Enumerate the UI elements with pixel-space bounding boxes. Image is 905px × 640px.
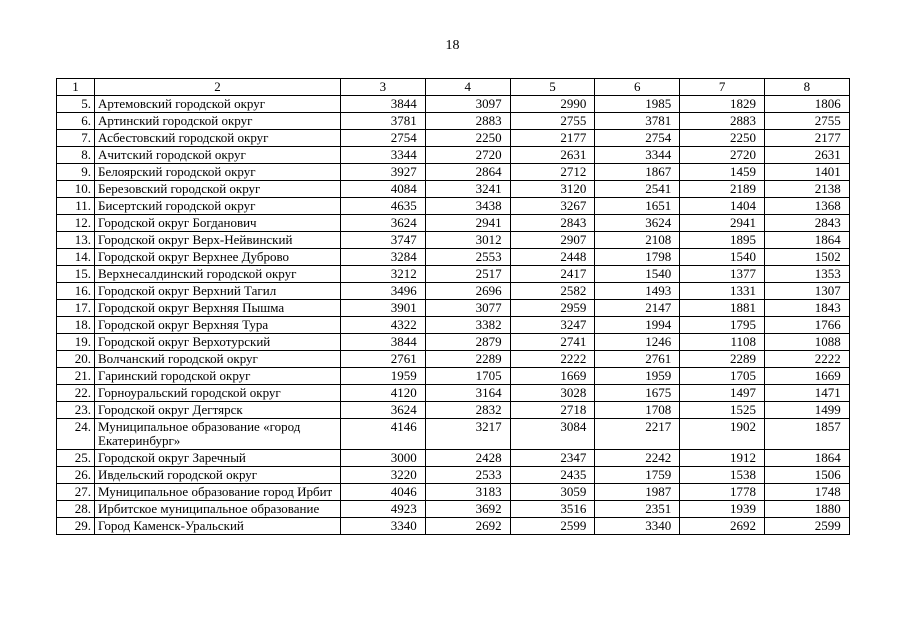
municipality-name: Ивдельский городской округ	[95, 467, 341, 484]
value-cell: 1307	[764, 283, 849, 300]
municipality-name: Городской округ Верхняя Тура	[95, 317, 341, 334]
value-cell: 2755	[510, 113, 595, 130]
value-cell: 2599	[510, 518, 595, 535]
value-cell: 1806	[764, 96, 849, 113]
value-cell: 2242	[595, 450, 680, 467]
value-cell: 1959	[595, 368, 680, 385]
value-cell: 2696	[425, 283, 510, 300]
value-cell: 4146	[341, 419, 426, 450]
value-cell: 3241	[425, 181, 510, 198]
column-header: 1	[57, 79, 95, 96]
table-row	[57, 402, 850, 419]
value-cell: 3781	[341, 113, 426, 130]
value-cell: 2250	[680, 130, 765, 147]
value-cell: 2417	[510, 266, 595, 283]
value-cell: 3340	[595, 518, 680, 535]
value-cell: 1401	[764, 164, 849, 181]
value-cell: 2959	[510, 300, 595, 317]
value-cell: 1798	[595, 249, 680, 266]
value-cell: 1246	[595, 334, 680, 351]
row-number: 23.	[57, 402, 95, 419]
column-header: 3	[341, 79, 426, 96]
value-cell: 1493	[595, 283, 680, 300]
value-cell: 2553	[425, 249, 510, 266]
table-row	[57, 368, 850, 385]
table-row	[57, 249, 850, 266]
value-cell: 1795	[680, 317, 765, 334]
value-cell: 3496	[341, 283, 426, 300]
value-cell: 1778	[680, 484, 765, 501]
row-number: 15.	[57, 266, 95, 283]
value-cell: 1939	[680, 501, 765, 518]
municipality-name: Городской округ Верхняя Пышма	[95, 300, 341, 317]
value-cell: 1377	[680, 266, 765, 283]
value-cell: 1538	[680, 467, 765, 484]
value-cell: 2754	[341, 130, 426, 147]
row-number: 22.	[57, 385, 95, 402]
value-cell: 3844	[341, 334, 426, 351]
table-row	[57, 467, 850, 484]
value-cell: 1959	[341, 368, 426, 385]
value-cell: 2351	[595, 501, 680, 518]
value-cell: 2720	[680, 147, 765, 164]
table-row	[57, 351, 850, 368]
row-number: 6.	[57, 113, 95, 130]
value-cell: 4120	[341, 385, 426, 402]
value-cell: 3000	[341, 450, 426, 467]
municipality-name: Волчанский городской округ	[95, 351, 341, 368]
value-cell: 3747	[341, 232, 426, 249]
value-cell: 1829	[680, 96, 765, 113]
value-cell: 2832	[425, 402, 510, 419]
value-cell: 1994	[595, 317, 680, 334]
value-cell: 2448	[510, 249, 595, 266]
row-number: 25.	[57, 450, 95, 467]
value-cell: 2177	[764, 130, 849, 147]
table-row	[57, 385, 850, 402]
value-cell: 3077	[425, 300, 510, 317]
value-cell: 2631	[510, 147, 595, 164]
value-cell: 2108	[595, 232, 680, 249]
row-number: 28.	[57, 501, 95, 518]
table-row	[57, 215, 850, 232]
value-cell: 3217	[425, 419, 510, 450]
value-cell: 3212	[341, 266, 426, 283]
value-cell: 1759	[595, 467, 680, 484]
municipality-name: Городской округ Дегтярск	[95, 402, 341, 419]
municipality-name: Артинский городской округ	[95, 113, 341, 130]
value-cell: 1902	[680, 419, 765, 450]
table-row	[57, 198, 850, 215]
municipality-name: Асбестовский городской округ	[95, 130, 341, 147]
data-table	[56, 78, 850, 535]
value-cell: 3028	[510, 385, 595, 402]
value-cell: 1985	[595, 96, 680, 113]
value-cell: 1987	[595, 484, 680, 501]
row-number: 18.	[57, 317, 95, 334]
value-cell: 1675	[595, 385, 680, 402]
value-cell: 1766	[764, 317, 849, 334]
value-cell: 3220	[341, 467, 426, 484]
table-row	[57, 450, 850, 467]
value-cell: 3344	[341, 147, 426, 164]
value-cell: 2712	[510, 164, 595, 181]
value-cell: 3781	[595, 113, 680, 130]
value-cell: 2990	[510, 96, 595, 113]
value-cell: 2517	[425, 266, 510, 283]
value-cell: 2289	[425, 351, 510, 368]
row-number: 5.	[57, 96, 95, 113]
value-cell: 1881	[680, 300, 765, 317]
row-number: 10.	[57, 181, 95, 198]
value-cell: 2883	[680, 113, 765, 130]
value-cell: 1843	[764, 300, 849, 317]
row-number: 21.	[57, 368, 95, 385]
table-row	[57, 501, 850, 518]
value-cell: 1499	[764, 402, 849, 419]
municipality-name: Ачитский городской округ	[95, 147, 341, 164]
value-cell: 1880	[764, 501, 849, 518]
table-row	[57, 334, 850, 351]
value-cell: 3120	[510, 181, 595, 198]
value-cell: 1088	[764, 334, 849, 351]
value-cell: 2692	[425, 518, 510, 535]
value-cell: 2692	[680, 518, 765, 535]
value-cell: 2138	[764, 181, 849, 198]
value-cell: 2631	[764, 147, 849, 164]
value-cell: 3012	[425, 232, 510, 249]
municipality-name: Ирбитское муниципальное образование	[95, 501, 341, 518]
value-cell: 3844	[341, 96, 426, 113]
column-header: 7	[680, 79, 765, 96]
column-header: 5	[510, 79, 595, 96]
value-cell: 2718	[510, 402, 595, 419]
value-cell: 4635	[341, 198, 426, 215]
table-row	[57, 130, 850, 147]
value-cell: 3183	[425, 484, 510, 501]
table-row	[57, 164, 850, 181]
value-cell: 1506	[764, 467, 849, 484]
column-header: 6	[595, 79, 680, 96]
value-cell: 3247	[510, 317, 595, 334]
value-cell: 2741	[510, 334, 595, 351]
value-cell: 2755	[764, 113, 849, 130]
value-cell: 3344	[595, 147, 680, 164]
value-cell: 1857	[764, 419, 849, 450]
table-row	[57, 317, 850, 334]
table-row	[57, 300, 850, 317]
value-cell: 4046	[341, 484, 426, 501]
table-row	[57, 419, 850, 450]
value-cell: 1353	[764, 266, 849, 283]
value-cell: 2541	[595, 181, 680, 198]
table-row	[57, 283, 850, 300]
municipality-name: Муниципальное образование город Ирбит	[95, 484, 341, 501]
row-number: 14.	[57, 249, 95, 266]
value-cell: 3624	[595, 215, 680, 232]
value-cell: 1459	[680, 164, 765, 181]
value-cell: 1748	[764, 484, 849, 501]
value-cell: 1368	[764, 198, 849, 215]
value-cell: 1471	[764, 385, 849, 402]
value-cell: 3164	[425, 385, 510, 402]
value-cell: 1651	[595, 198, 680, 215]
value-cell: 2843	[764, 215, 849, 232]
row-number: 24.	[57, 419, 95, 450]
value-cell: 1540	[595, 266, 680, 283]
value-cell: 1404	[680, 198, 765, 215]
value-cell: 2222	[764, 351, 849, 368]
value-cell: 1912	[680, 450, 765, 467]
row-number: 19.	[57, 334, 95, 351]
value-cell: 3284	[341, 249, 426, 266]
value-cell: 3084	[510, 419, 595, 450]
value-cell: 3267	[510, 198, 595, 215]
municipality-name: Горноуральский городской округ	[95, 385, 341, 402]
municipality-name: Белоярский городской округ	[95, 164, 341, 181]
row-number: 20.	[57, 351, 95, 368]
value-cell: 2754	[595, 130, 680, 147]
value-cell: 1669	[764, 368, 849, 385]
value-cell: 3059	[510, 484, 595, 501]
value-cell: 3901	[341, 300, 426, 317]
value-cell: 1525	[680, 402, 765, 419]
value-cell: 3927	[341, 164, 426, 181]
value-cell: 2761	[595, 351, 680, 368]
column-header: 2	[95, 79, 341, 96]
municipality-name: Верхнесалдинский городской округ	[95, 266, 341, 283]
value-cell: 4322	[341, 317, 426, 334]
row-number: 27.	[57, 484, 95, 501]
value-cell: 2582	[510, 283, 595, 300]
value-cell: 2250	[425, 130, 510, 147]
column-header: 8	[764, 79, 849, 96]
row-number: 12.	[57, 215, 95, 232]
value-cell: 4923	[341, 501, 426, 518]
value-cell: 2941	[680, 215, 765, 232]
municipality-name: Гаринский городской округ	[95, 368, 341, 385]
value-cell: 3624	[341, 402, 426, 419]
value-cell: 2189	[680, 181, 765, 198]
value-cell: 2720	[425, 147, 510, 164]
table-row	[57, 266, 850, 283]
value-cell: 1705	[425, 368, 510, 385]
value-cell: 2289	[680, 351, 765, 368]
municipality-name: Артемовский городской округ	[95, 96, 341, 113]
table-row	[57, 484, 850, 501]
table-row	[57, 232, 850, 249]
value-cell: 2864	[425, 164, 510, 181]
value-cell: 3438	[425, 198, 510, 215]
value-cell: 2177	[510, 130, 595, 147]
municipality-name: Березовский городской округ	[95, 181, 341, 198]
municipality-name: Городской округ Заречный	[95, 450, 341, 467]
value-cell: 2941	[425, 215, 510, 232]
value-cell: 2599	[764, 518, 849, 535]
value-cell: 2435	[510, 467, 595, 484]
value-cell: 3097	[425, 96, 510, 113]
value-cell: 1540	[680, 249, 765, 266]
value-cell: 1708	[595, 402, 680, 419]
value-cell: 2879	[425, 334, 510, 351]
row-number: 29.	[57, 518, 95, 535]
value-cell: 2761	[341, 351, 426, 368]
value-cell: 1331	[680, 283, 765, 300]
value-cell: 1502	[764, 249, 849, 266]
row-number: 26.	[57, 467, 95, 484]
value-cell: 2222	[510, 351, 595, 368]
row-number: 13.	[57, 232, 95, 249]
row-number: 16.	[57, 283, 95, 300]
value-cell: 1669	[510, 368, 595, 385]
value-cell: 1705	[680, 368, 765, 385]
value-cell: 3340	[341, 518, 426, 535]
row-number: 11.	[57, 198, 95, 215]
municipality-name: Муниципальное образование «город Екатеринбург»	[95, 419, 341, 450]
page-number: 18	[445, 38, 460, 53]
municipality-name: Городской округ Верхотурский	[95, 334, 341, 351]
column-header: 4	[425, 79, 510, 96]
municipality-name: Городской округ Верх-Нейвинский	[95, 232, 341, 249]
value-cell: 2147	[595, 300, 680, 317]
value-cell: 1108	[680, 334, 765, 351]
value-cell: 1497	[680, 385, 765, 402]
table-row	[57, 113, 850, 130]
value-cell: 2883	[425, 113, 510, 130]
table-row	[57, 181, 850, 198]
value-cell: 4084	[341, 181, 426, 198]
row-number: 9.	[57, 164, 95, 181]
table-row	[57, 147, 850, 164]
municipality-name: Город Каменск-Уральский	[95, 518, 341, 535]
row-number: 17.	[57, 300, 95, 317]
value-cell: 2843	[510, 215, 595, 232]
row-number: 7.	[57, 130, 95, 147]
table-row	[57, 518, 850, 535]
value-cell: 2217	[595, 419, 680, 450]
value-cell: 3516	[510, 501, 595, 518]
municipality-name: Городской округ Верхнее Дуброво	[95, 249, 341, 266]
value-cell: 1895	[680, 232, 765, 249]
value-cell: 2347	[510, 450, 595, 467]
municipality-name: Городской округ Верхний Тагил	[95, 283, 341, 300]
value-cell: 2428	[425, 450, 510, 467]
value-cell: 3624	[341, 215, 426, 232]
municipality-name: Бисертский городской округ	[95, 198, 341, 215]
table-body	[57, 79, 850, 535]
municipality-name: Городской округ Богданович	[95, 215, 341, 232]
value-cell: 2907	[510, 232, 595, 249]
value-cell: 3382	[425, 317, 510, 334]
value-cell: 1867	[595, 164, 680, 181]
table-row	[57, 96, 850, 113]
value-cell: 2533	[425, 467, 510, 484]
value-cell: 3692	[425, 501, 510, 518]
value-cell: 1864	[764, 232, 849, 249]
table-header-row	[57, 79, 850, 96]
value-cell: 1864	[764, 450, 849, 467]
row-number: 8.	[57, 147, 95, 164]
